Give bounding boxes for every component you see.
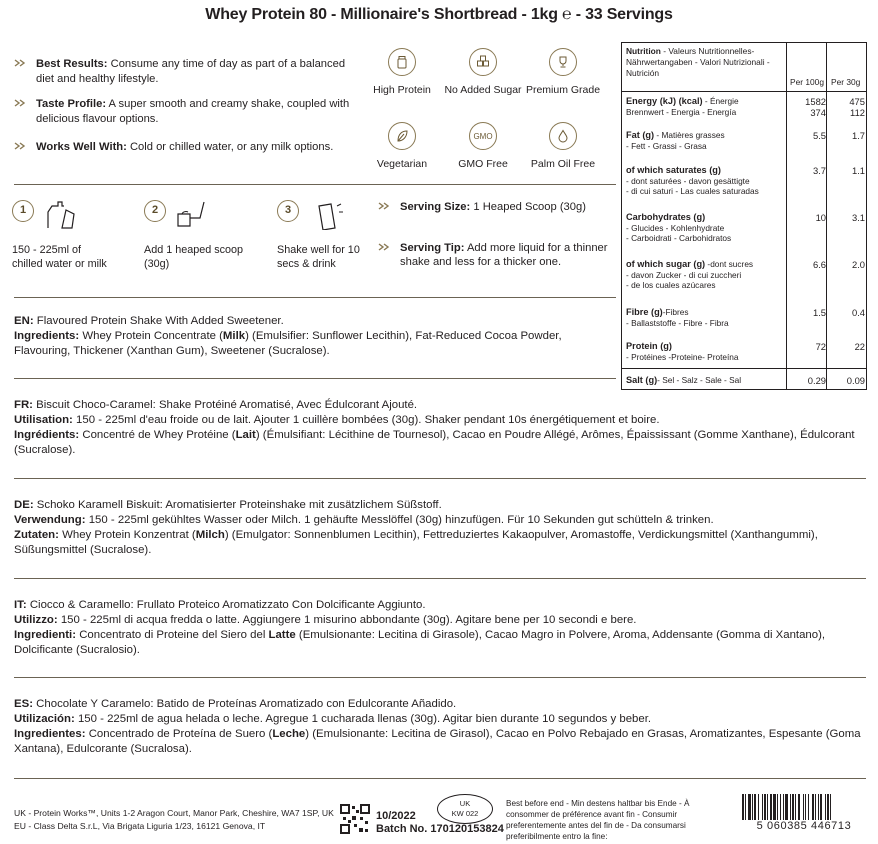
batch-info: 10/2022 Batch No. 170120153824 [376,810,504,835]
badge-palm-oil-free: Palm Oil Free [511,122,615,171]
qr-code-icon [340,804,370,834]
benefit-taste-profile: Taste Profile: A super smooth and creamy shake, coupled with delicious flavour options. [14,97,354,127]
divider [14,677,866,678]
serving-size: Serving Size: 1 Heaped Scoop (30g) [378,200,614,214]
step-number: 3 [277,200,299,222]
step-1: 1 150 - 225ml of chilled water or milk [12,200,112,271]
lang-block-es: ES: Chocolate Y Caramelo: Batido de Proteínas Aromatizado con Edulcorante Añadido. Utilización: 150 - 225ml de agua helada o leche. Agregue 1 cucharada llenas (30g). Agitar bien durante 10 segundos y beber. Ingredientes: Concentrado de Proteína de Suero (Leche) (Emulsionante: Lecitina de Girasol), Cacao en Polvo Rebajado en Grasas, Aromatizantes, Espesante (Goma Xantana), Edulcorante (Sucralosa). [14,698,861,755]
badge-no-added-sugar: No Added Sugar [431,48,535,97]
nutrition-row-fat: Fat (g) - Matières grasses - Fett - Grassi - Grasa 5.5 1.7 [626,130,865,151]
double-arrow-icon [378,201,394,211]
leaf-icon [388,122,416,150]
step-2: 2 Add 1 heaped scoop (30g) [144,200,244,271]
col-per-30g: Per 30g [831,77,861,87]
benefit-best-results: Best Results: Consume any time of day as part of a balanced diet and healthy lifestyle. [14,57,354,87]
badge-gmo-free: GMO GMO Free [431,122,535,171]
sugar-cubes-icon [469,48,497,76]
divider [14,578,866,579]
divider [14,297,616,298]
double-arrow-icon [14,98,30,108]
badge-premium-grade: Premium Grade [511,48,615,97]
uk-health-mark: UK KW 022 [437,794,493,824]
product-title: Whey Protein 80 - Millionaire's Shortbread - 1kg ℮ - 33 Servings [205,6,673,23]
barcode [740,794,868,820]
barcode-number: 5 060385 446713 [756,820,852,832]
divider [14,378,616,379]
double-arrow-icon [378,242,394,252]
nutrition-row-energy: Energy (kJ) (kcal) - Énergie Brennwert - Energia - Energía 1582 374 475 112 [626,96,865,118]
divider [14,778,866,779]
nutrition-row-carbohydrates: Carbohydrates (g) - Glucides - Kohlenhydrate - Carboidrati - Carbohidratos 10 3.1 [626,212,865,243]
nutrition-row-protein: Protein (g) - Protéines -Proteine- Proteína 72 22 [626,341,865,362]
double-arrow-icon [14,58,30,68]
lang-block-it: IT: Ciocco & Caramello: Frullato Proteico Aromatizzato Con Dolcificante Aggiunto. Utilizzo: 150 - 225ml di acqua fredda o latte. Aggiungere 1 misurino abbondante (30g). Agitare bene per 10 secondi e bere. Ingredienti: Concentrato di Proteine del Siero del Latte (Emulsionante: Lecitina di Girasole), Cacao Magro in Polvere, Aroma, Addensante (Gomma di Xantano), Dolcificante (Sucralosio). [14,599,826,656]
trophy-icon [549,48,577,76]
step-number: 2 [144,200,166,222]
nutrition-table [621,42,867,390]
nutrition-row-salt: Salt (g)- Sel - Salz - Sale - Sal 0.29 0.09 [626,375,865,386]
divider [14,184,616,185]
nutrition-header: Nutrition - Valeurs Nutritionnelles- Nährwertangaben - Valori Nutrizionali - Nutrición [626,46,770,78]
shaker-icon [307,200,347,230]
nutrition-row-sugar: of which sugar (g) -dont sucres - davon Zucker - di cui zuccheri - de los cuales azúcares 6.6 2.0 [626,259,865,290]
serving-tip: Serving Tip: Add more liquid for a thinner shake and less for a thicker one. [378,241,614,269]
badge-high-protein: High Protein [350,48,454,97]
nutrition-row-fibre: Fibre (g)-Fibres - Ballaststoffe - Fibre - Fibra 1.5 0.4 [626,307,865,328]
oil-drop-icon [549,122,577,150]
water-bottle-icon [42,200,82,230]
protein-jar-icon [388,48,416,76]
scoop-icon [174,200,214,230]
divider [14,478,866,479]
step-number: 1 [12,200,34,222]
best-before-text: Best before end - Min destens haltbar bis Ende - À consommer de préférence avant fin - Consumir preferentemente antes del fin de - Da consumarsi preferibilmente entro la fine: [506,799,690,841]
manufacturer-address: UK - Protein Works™, Units 1-2 Aragon Court, Manor Park, Cheshire, WA7 1SP, UK EU - Class Delta S.r.L, Via Brigata Liguria 1/23, 16121 Genova, IT [14,808,334,831]
col-per-100g: Per 100g [790,77,824,87]
nutrition-row-saturates: of which saturates (g) - dont saturées - davon gesättigte - di cui saturi - Las cuales saturadas 3.7 1.1 [626,165,865,196]
benefit-works-well-with: Works Well With: Cold or chilled water, or any milk options. [14,140,354,155]
lang-block-de: DE: Schoko Karamell Biskuit: Aromatisierter Proteinshake mit zusätzlichem Süßstoff. Verwendung: 150 - 225ml gekühltes Wasser oder Milch. 1 gehäufte Messlöffel (30g) hinzufügen. Für 10 Sekunden gut schütteln & trinken. Zutaten: Whey Protein Konzentrat (Milch) (Emulgator: Sonnenblumen Lecithin), Fettreduziertes Kakaopulver, Aromastoffe, Verdickungsmittel (Xanthangummi), Süßungsmittel (Sucralose). [14,499,818,556]
gmo-icon: GMO [469,122,497,150]
badge-vegetarian: Vegetarian [350,122,454,171]
lang-block-en: EN: Flavoured Protein Shake With Added Sweetener. Ingredients: Whey Protein Concentrate (Milk) (Emulsifier: Sunflower Lecithin), Fat-Reduced Cocoa Powder, Flavouring, Thickener (Xanthan Gum), Sweetener (Sucralose). [14,315,562,357]
double-arrow-icon [14,141,30,151]
step-3: 3 Shake well for 10 secs & drink [277,200,377,271]
lang-block-fr: FR: Biscuit Choco-Caramel: Shake Protéiné Aromatisé, Avec Édulcorant Ajouté. Utilisation: 150 - 225ml d'eau froide ou de lait. Ajouter 1 cuillère bombées (30g). Shaker pendant 10s énergétiquement et boire. Ingrédients: Concentré de Whey Protéine (Lait) (Émulsifiant: Lécithine de Tournesol), Cacao en Poudre Allégé, Arômes, Épaississant (Gomme Xanthane), Édulcorant (Sucralose). [14,399,855,456]
